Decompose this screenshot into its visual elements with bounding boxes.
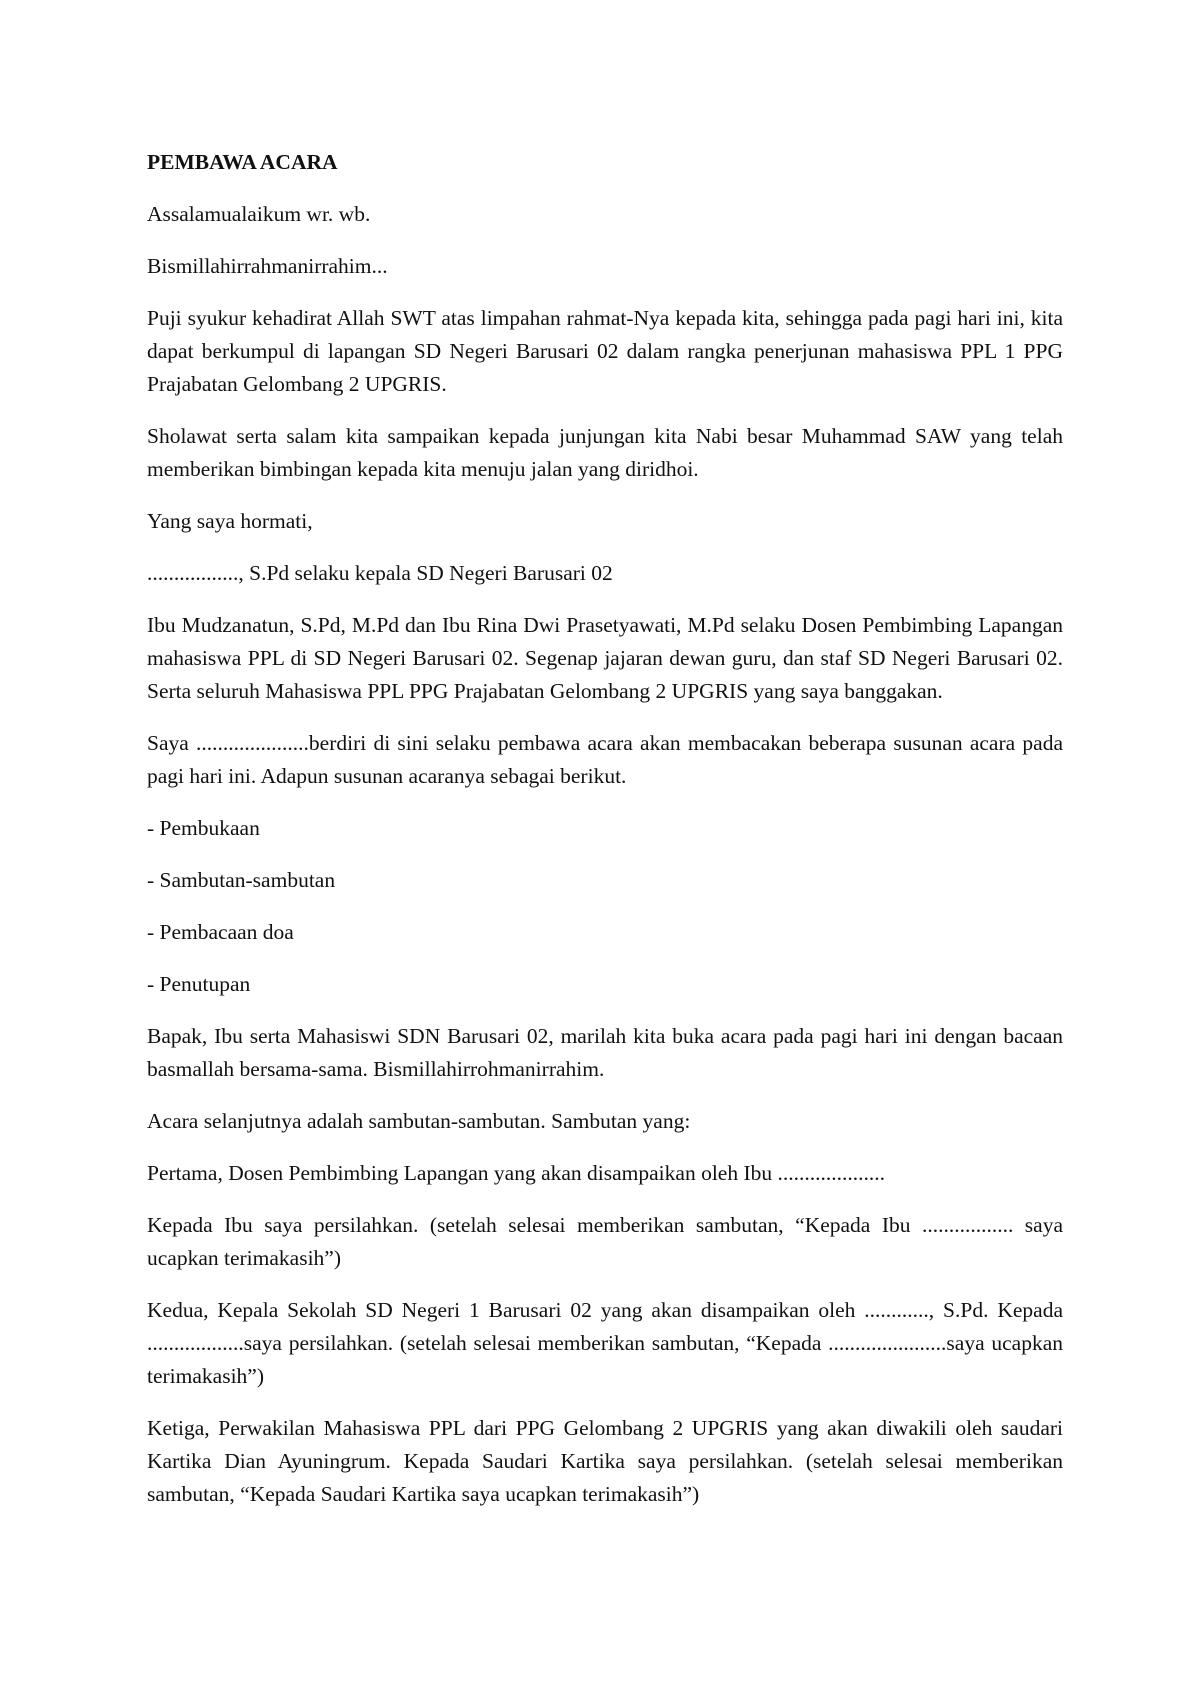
sholawat-paragraph: Sholawat serta salam kita sampaikan kepada junjungan kita Nabi besar Muhammad SAW yang telah memberikan bimbingan kepada kita menuju jalan yang diridhoi. — [147, 424, 1063, 481]
third-speech-paragraph: Ketiga, Perwakilan Mahasiswa PPL dari PPG Gelombang 2 UPGRIS yang akan diwakili oleh saudari Kartika Dian Ayuningrum. Kepada Saudari Kartika saya persilahkan. (setelah selesai memberikan sambutan, “Kepada Saudari Kartika saya ucapkan terimakasih”) — [147, 1416, 1063, 1506]
greeting-paragraph: Assalamualaikum wr. wb. — [147, 202, 371, 226]
agenda-item: - Penutupan — [147, 972, 251, 996]
opening-invitation-paragraph: Bapak, Ibu serta Mahasiswi SDN Barusari 02, marilah kita buka acara pada pagi hari ini dengan bacaan basmallah bersama-sama. Bismillahirrohmanirrahim. — [147, 1024, 1063, 1081]
respected-guests-intro: Yang saya hormati, — [147, 509, 313, 533]
principal-line: ................., S.Pd selaku kepala SD Negeri Barusari 02 — [147, 561, 613, 585]
first-speech-invitation-paragraph: Kepada Ibu saya persilahkan. (setelah selesai memberikan sambutan, “Kepada Ibu ................. saya ucapkan terimakasih”) — [147, 1213, 1063, 1270]
agenda-item: - Pembukaan — [147, 816, 260, 840]
mc-introduction-paragraph: Saya .....................berdiri di sini selaku pembawa acara akan membacakan beberapa susunan acara pada pagi hari ini. Adapun susunan acaranya sebagai berikut. — [147, 731, 1063, 788]
document-title: PEMBAWA ACARA — [147, 150, 338, 174]
speeches-intro-paragraph: Acara selanjutnya adalah sambutan-sambutan. Sambutan yang: — [147, 1109, 691, 1133]
opening-gratitude-paragraph: Puji syukur kehadirat Allah SWT atas limpahan rahmat-Nya kepada kita, sehingga pada pagi hari ini, kita dapat berkumpul di lapangan SD Negeri Barusari 02 dalam rangka penerjunan mahasiswa PPL 1 PPG Prajabatan Gelombang 2 UPGRIS. — [147, 306, 1063, 396]
agenda-item: - Sambutan-sambutan — [147, 868, 336, 892]
basmalah-paragraph: Bismillahirrahmanirrahim... — [147, 254, 388, 278]
second-speech-paragraph: Kedua, Kepala Sekolah SD Negeri 1 Barusari 02 yang akan disampaikan oleh ............, S.Pd. Kepada ..................saya persilahkan. (setelah selesai memberikan sambutan, “Kepada ......................saya ucapkan terimakasih”) — [147, 1298, 1063, 1388]
first-speech-paragraph: Pertama, Dosen Pembimbing Lapangan yang akan disampaikan oleh Ibu .................... — [147, 1161, 886, 1185]
document-body — [147, 146, 1063, 1530]
agenda-item: - Pembacaan doa — [147, 920, 294, 944]
guests-paragraph: Ibu Mudzanatun, S.Pd, M.Pd dan Ibu Rina Dwi Prasetyawati, M.Pd selaku Dosen Pembimbing Lapangan mahasiswa PPL di SD Negeri Barusari 02. Segenap jajaran dewan guru, dan staf SD Negeri Barusari 02. Serta seluruh Mahasiswa PPL PPG Prajabatan Gelombang 2 UPGRIS yang saya banggakan. — [147, 613, 1063, 703]
